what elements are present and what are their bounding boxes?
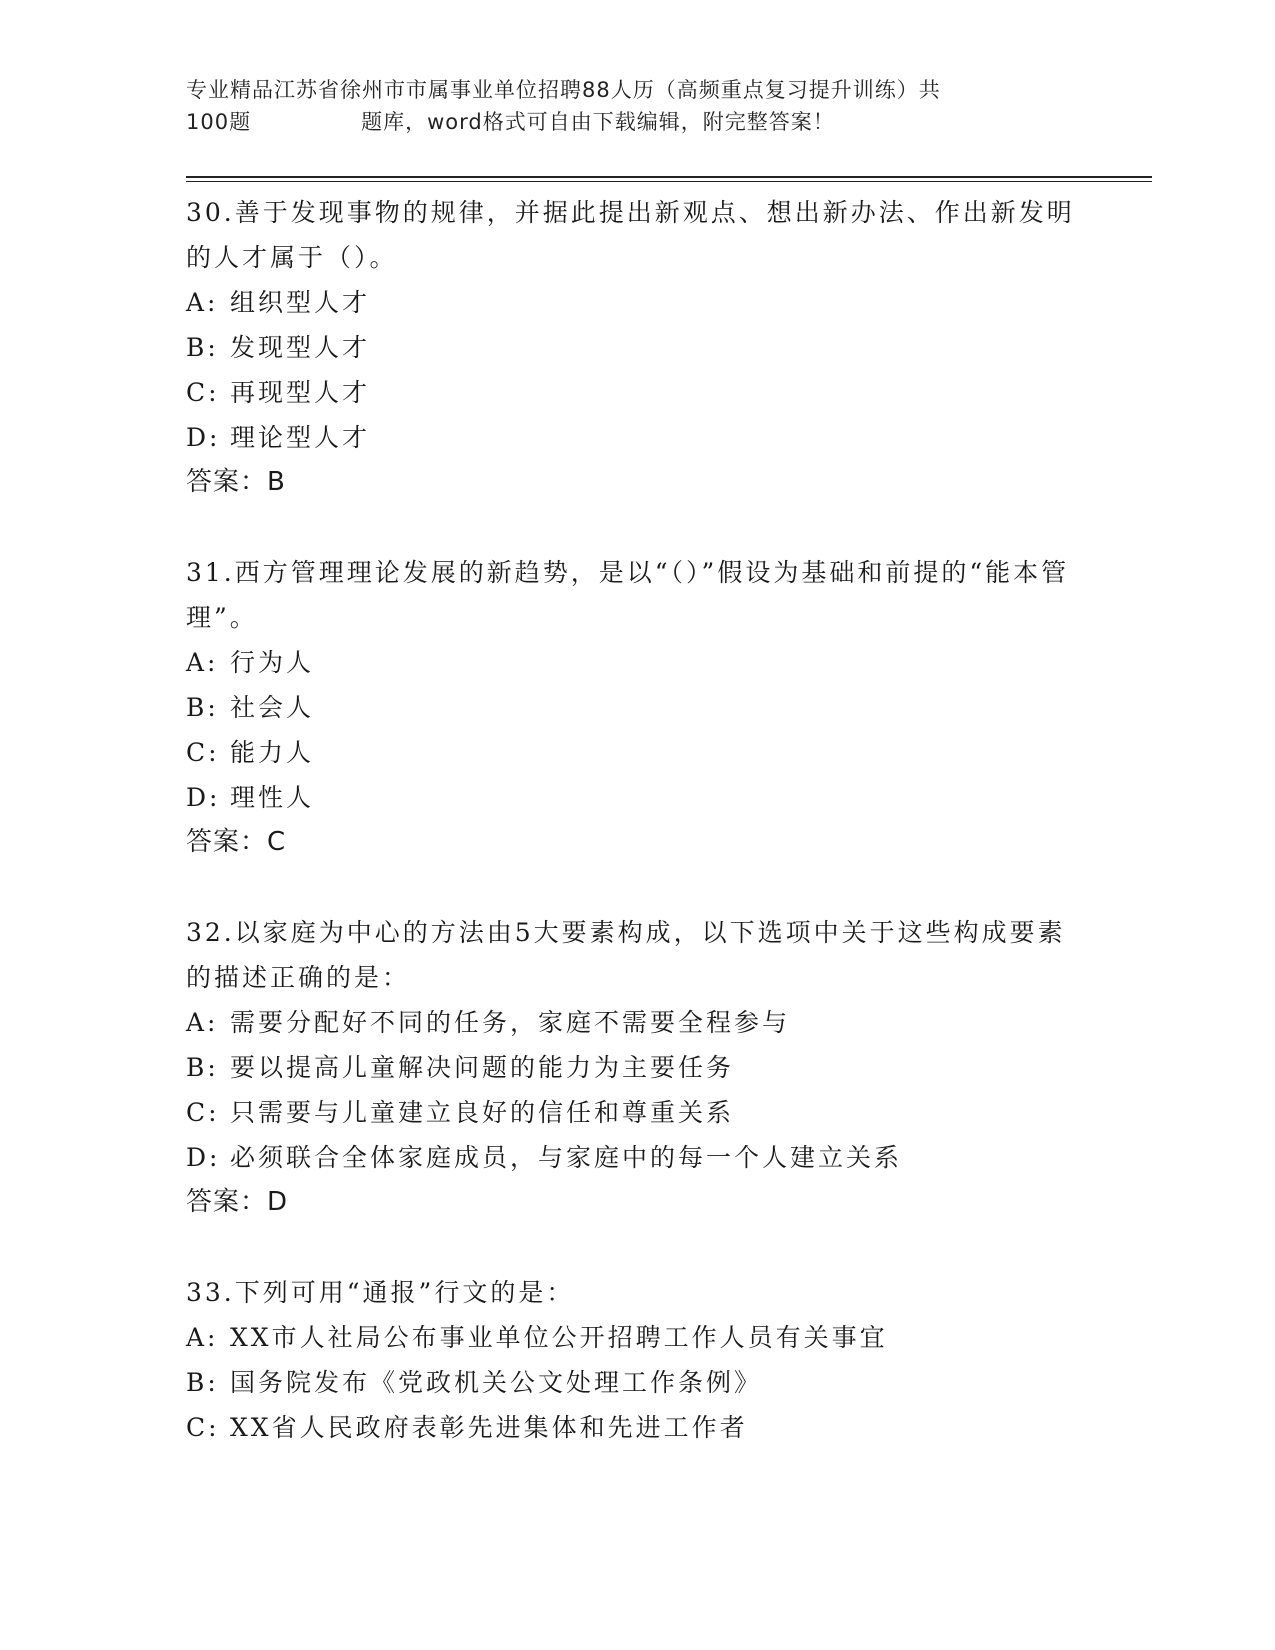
option-key: C: [186, 378, 220, 407]
question-31 [186, 550, 1086, 865]
question-stem: 31.西方管理理论发展的新趋势，是以“（）”假设为基础和前提的“能本管理”。 [186, 558, 1070, 632]
option-text: 再现型人才 [230, 378, 371, 407]
answer: 答案：B [186, 467, 286, 497]
option-text: 行为人 [230, 648, 315, 677]
question-33 [186, 1270, 1086, 1450]
option-key: B: [186, 693, 219, 722]
option-key: D: [186, 1143, 221, 1172]
option-a [186, 1315, 1086, 1360]
option-text: 需要分配好不同的任务，家庭不需要全程参与 [230, 1008, 791, 1037]
header-divider-thin [186, 181, 1152, 182]
option-key: A: [186, 288, 219, 317]
header-divider-thick [186, 176, 1152, 178]
answer: 答案：D [186, 1187, 289, 1217]
option-d [186, 775, 1086, 820]
option-b [186, 1360, 1086, 1405]
option-d [186, 1135, 1086, 1180]
option-key: C: [186, 1098, 220, 1127]
option-key: C: [186, 1413, 220, 1442]
option-key: D: [186, 423, 221, 452]
option-text: 组织型人才 [230, 288, 371, 317]
question-list [186, 190, 1086, 1495]
question-stem: 30.善于发现事物的规律，并据此提出新观点、想出新办法、作出新发明的人才属于（）。 [186, 198, 1075, 272]
document-header [186, 74, 1066, 138]
header-question-count: 100题 [186, 110, 252, 134]
header-note: 题库，word格式可自由下载编辑，附完整答案！ [361, 110, 835, 134]
option-b [186, 685, 1086, 730]
option-text: XX市人社局公布事业单位公开招聘工作人员有关事宜 [230, 1323, 888, 1352]
question-30 [186, 190, 1086, 505]
question-32 [186, 910, 1086, 1225]
option-a [186, 1000, 1086, 1045]
question-stem: 32.以家庭为中心的方法由5大要素构成，以下选项中关于这些构成要素的描述正确的是： [186, 918, 1066, 992]
option-key: A: [186, 1323, 219, 1352]
header-line-2 [186, 106, 1066, 138]
option-a [186, 280, 1086, 325]
option-c [186, 1090, 1086, 1135]
option-text: 发现型人才 [230, 333, 371, 362]
option-c [186, 370, 1086, 415]
option-d [186, 415, 1086, 460]
header-line-1: 专业精品江苏省徐州市市属事业单位招聘88人历（高频重点复习提升训练）共 [186, 78, 941, 102]
option-key: B: [186, 333, 219, 362]
option-a [186, 640, 1086, 685]
option-key: B: [186, 1368, 219, 1397]
option-text: XX省人民政府表彰先进集体和先进工作者 [230, 1413, 748, 1442]
question-stem: 33.下列可用“通报”行文的是： [186, 1278, 575, 1307]
option-key: A: [186, 1008, 219, 1037]
option-key: A: [186, 648, 219, 677]
answer: 答案：C [186, 827, 287, 857]
option-key: C: [186, 738, 220, 767]
option-key: B: [186, 1053, 219, 1082]
option-text: 必须联合全体家庭成员，与家庭中的每一个人建立关系 [230, 1143, 903, 1172]
option-text: 理论型人才 [230, 423, 371, 452]
option-b [186, 1045, 1086, 1090]
option-text: 理性人 [230, 783, 315, 812]
option-text: 只需要与儿童建立良好的信任和尊重关系 [230, 1098, 735, 1127]
option-b [186, 325, 1086, 370]
option-text: 社会人 [230, 693, 315, 722]
option-text: 国务院发布《党政机关公文处理工作条例》 [230, 1368, 763, 1397]
option-text: 要以提高儿童解决问题的能力为主要任务 [230, 1053, 735, 1082]
option-key: D: [186, 783, 221, 812]
option-c [186, 1405, 1086, 1450]
option-c [186, 730, 1086, 775]
option-text: 能力人 [230, 738, 315, 767]
